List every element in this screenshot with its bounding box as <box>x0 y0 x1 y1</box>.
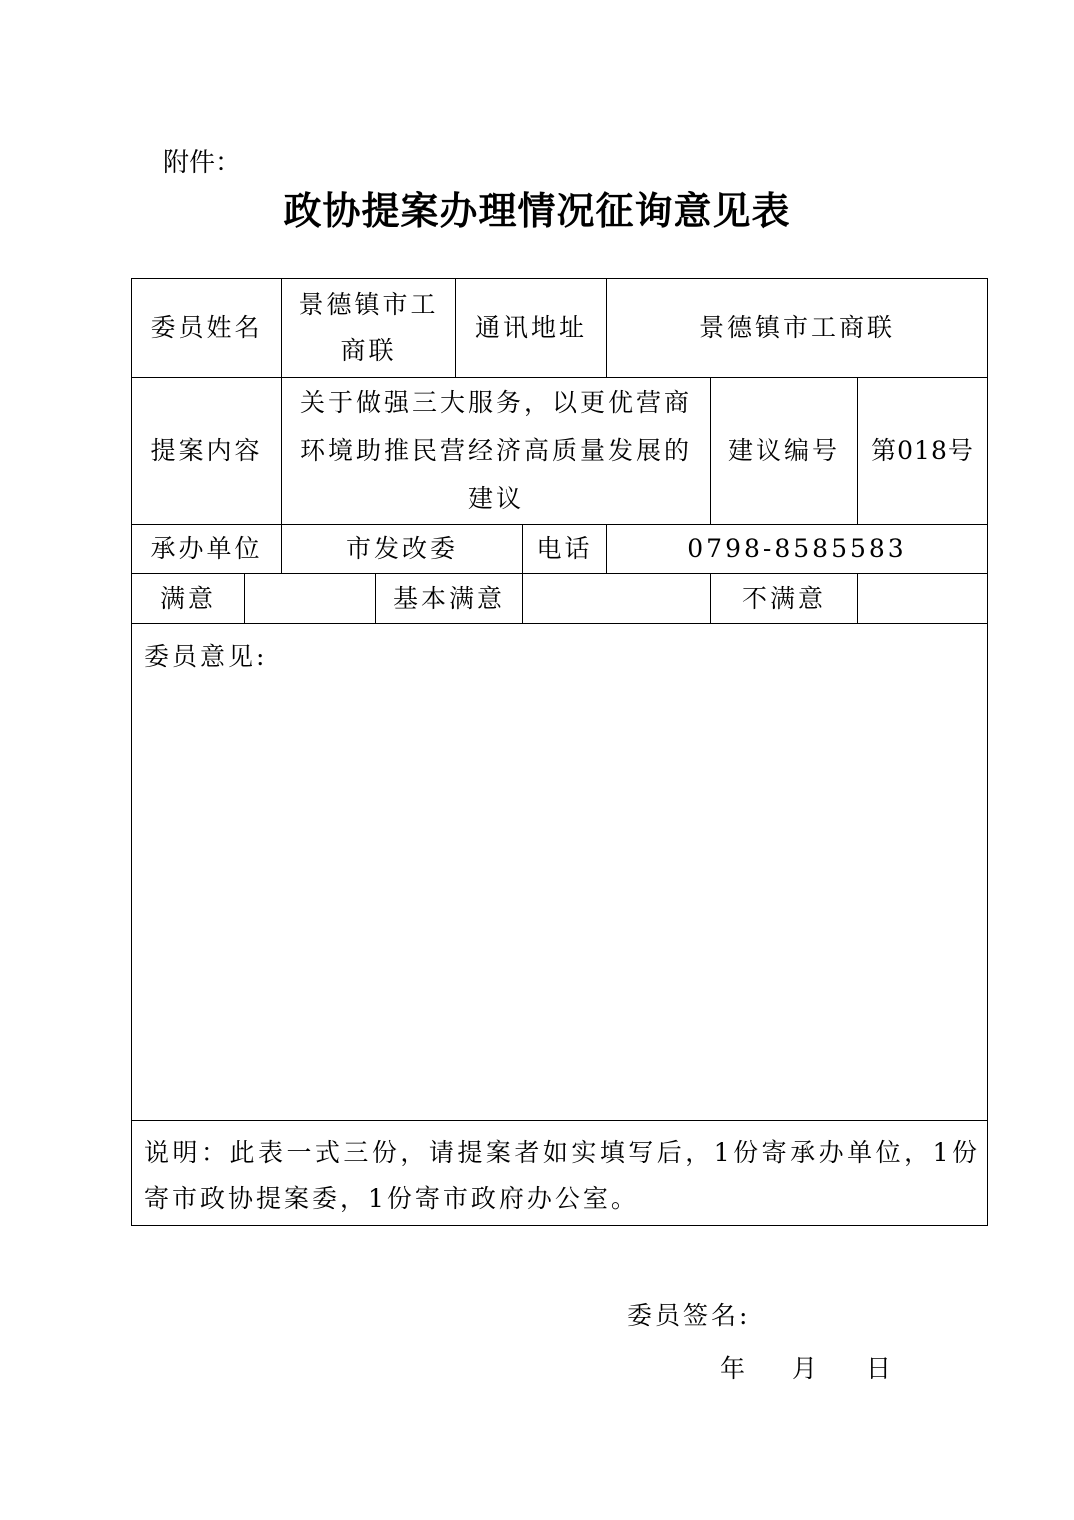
basic-satisfied-checkbox[interactable] <box>523 574 710 623</box>
satisfied-label: 满意 <box>159 583 216 613</box>
handling-unit-label: 承办单位 <box>150 534 263 563</box>
date-year-label: 年 <box>720 1354 749 1383</box>
member-name-value: 景德镇市工商联 <box>298 290 439 365</box>
signature-label: 委员签名: <box>627 1301 751 1330</box>
proposal-number-value: 第018号 <box>871 436 974 465</box>
member-name-label: 委员姓名 <box>150 313 263 342</box>
handling-unit-value: 市发改委 <box>345 534 458 563</box>
address-value: 景德镇市工商联 <box>698 313 895 342</box>
opinion-field[interactable] <box>132 680 987 1120</box>
proposal-number-label: 建议编号 <box>727 436 840 465</box>
date-month-label: 月 <box>792 1354 821 1383</box>
phone-value: 0798-8585583 <box>687 534 907 563</box>
opinion-label: 委员意见: <box>144 642 268 671</box>
unsatisfied-label: 不满意 <box>741 583 826 613</box>
satisfied-checkbox[interactable] <box>245 574 375 623</box>
unsatisfied-checkbox[interactable] <box>858 574 987 623</box>
basic-satisfied-label: 基本满意 <box>392 583 505 613</box>
page-title: 政协提案办理情况征询意见表 <box>283 189 791 233</box>
proposal-content-value: 关于做强三大服务，以更优营商环境助推民营经济高质量发展的建议 <box>299 388 692 513</box>
date-day-label: 日 <box>866 1354 895 1383</box>
instruction-note: 说明：此表一式三份，请提案者如实填写后，1份寄承办单位，1份寄市政协提案委，1份寄市政府办公室。 <box>144 1138 980 1213</box>
phone-label: 电话 <box>536 534 593 563</box>
proposal-content-label: 提案内容 <box>150 436 263 465</box>
attachment-label: 附件： <box>163 148 242 178</box>
address-label: 通讯地址 <box>474 313 587 342</box>
